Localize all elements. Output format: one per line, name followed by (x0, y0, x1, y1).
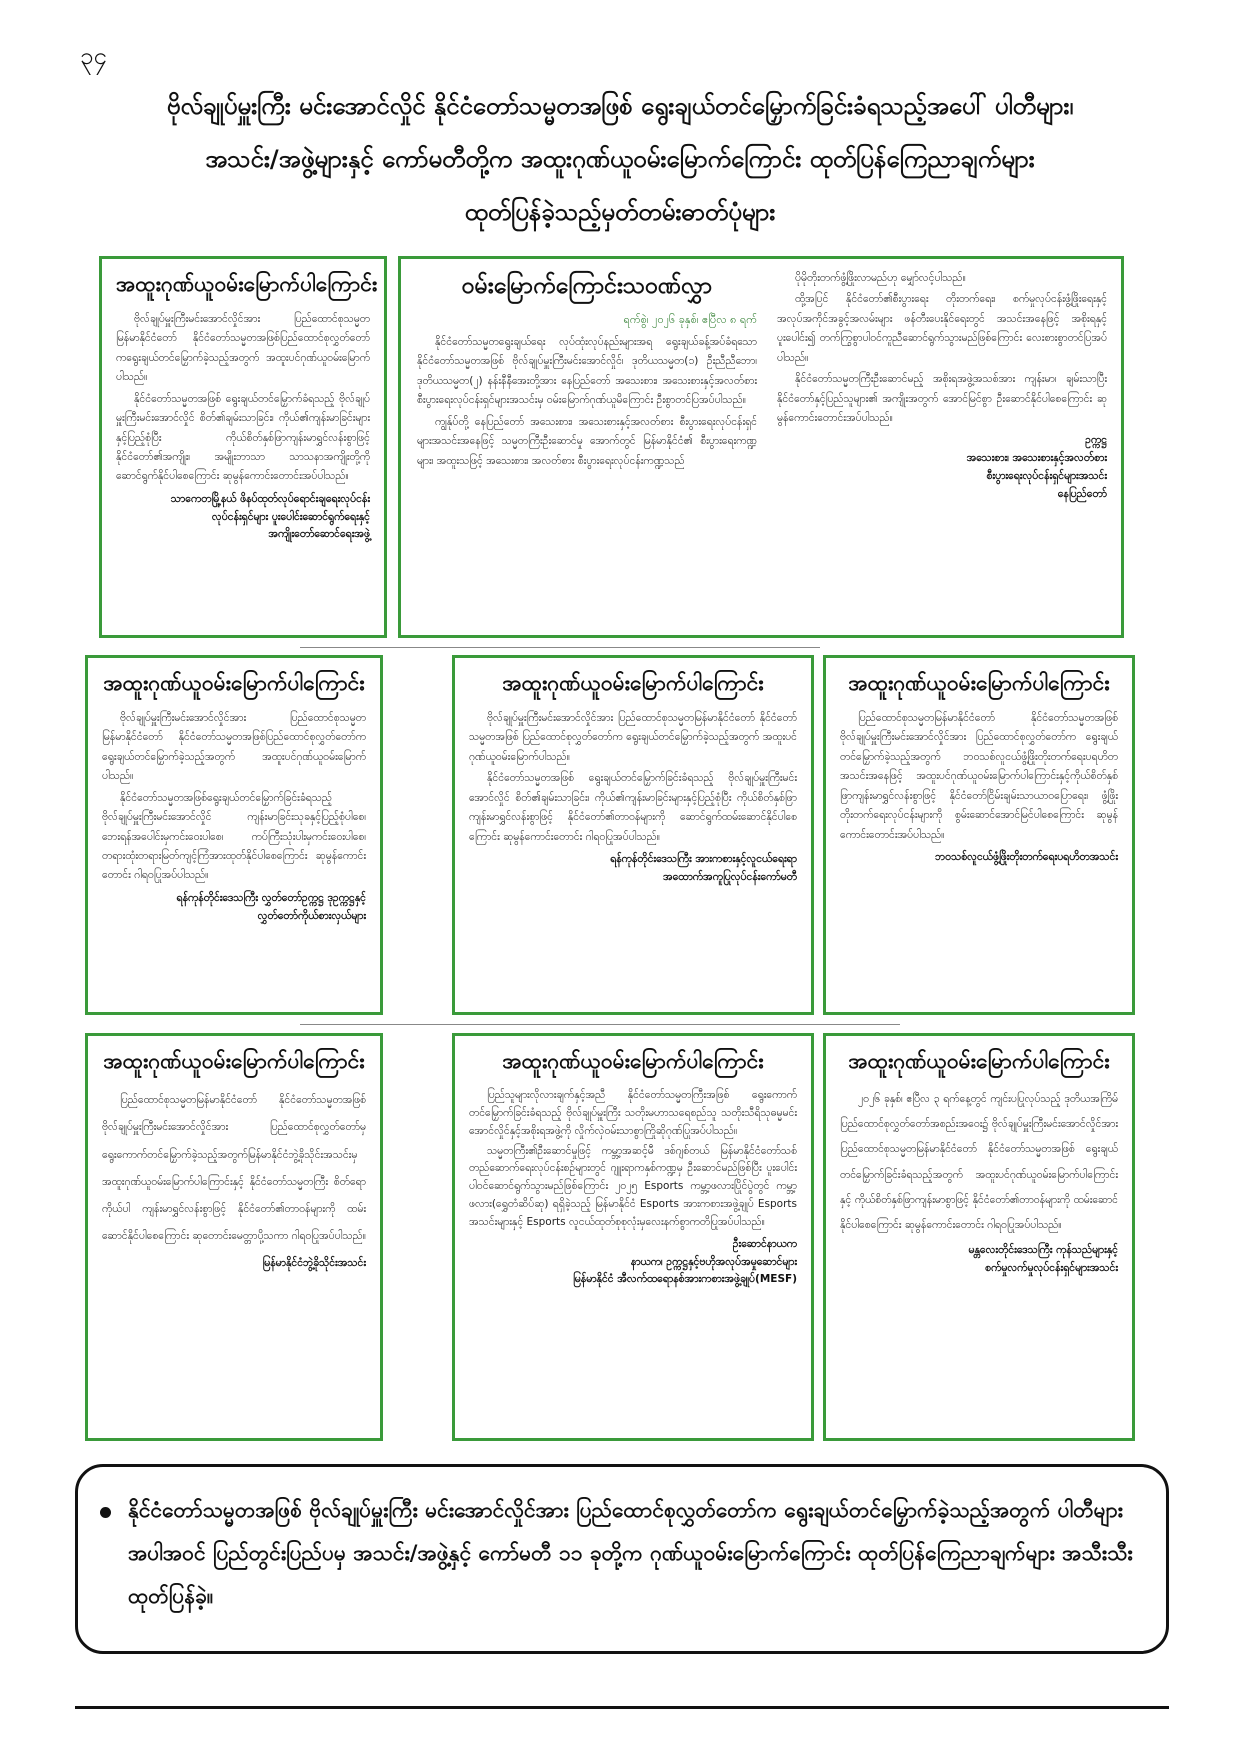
card-paragraph: ပြည်ထောင်စုသမ္မတမြန်မာနိုင်ငံတော် နိုင်ငံတော်သမ္မတအဖြစ် ဗိုလ်ချုပ်မှူးကြီးမင်းအောင်လှိုင်အား ပြည်ထောင်စုလွှတ်တော်မှ ရွေးကောက်တင်မြှောက်ခဲ့သည့်အတွက်မြန်မာနိုင်ငံဘွဲ့ခိုသိုင်းအသင်းမှ အထူးဂုဏ်ယူဝမ်းမြောက်ပါကြောင်းနှင့် နိုင်ငံတော်သမ္မတကြီး စိတ်ရောကိုယ်ပါ ကျန်းမာရွှင်လန်းစွာဖြင့် နိုင်ငံတော်၏တာဝန်များကို ထမ်းဆောင်နိုင်ပါစေကြောင်း ဆုတောင်းမေတ္တာပို့သကာ ဂါရဝပြုအပ်ပါသည်။ (102, 1094, 366, 1243)
announcement-card-1 (99, 256, 387, 638)
card-body (840, 1087, 1118, 1238)
card-paragraph: ထို့အပြင် နိုင်ငံတော်၏စီးပွားရေး တိုးတက်ရေး၊ စက်မှုလုပ်ငန်းဖွံ့ဖြိုးရေးနှင့် အလုပ်အကိုင်အခွင့်အလမ်းများ ဖန်တီးပေးနိုင်ရေးတွင် အသင်းအနေဖြင့် အစိုးရနှင့်ပူးပေါင်း၍ တက်ကြွစွာပါဝင်ကူညီဆောင်ရွက်သွားမည်ဖြစ်ကြောင်း လေးစားစွာတင်ပြအပ်ပါသည်။ (777, 293, 1107, 364)
summary-box (75, 1464, 1169, 1654)
card-paragraph: ဗိုလ်ချုပ်မှူးကြီးမင်းအောင်လှိုင်အား ပြည်ထောင်စုသမ္မတမြန်မာနိုင်ငံတော် နိုင်ငံတော်သမ္မတအဖြစ်ပြည်ထောင်စုလွှတ်တော်ကရွေးချယ်တင်မြှောက်ခဲ့သည့်အတွက် အထူးပင်ဂုဏ်ယူဝမ်းမြောက်ပါသည်။ (116, 313, 370, 384)
announcement-card-7 (452, 1033, 814, 1441)
card-paragraph: ပိုမိုတိုးတက်ဖွံ့ဖြိုးလာမည်ဟု မျှော်လင့်ပါသည်။ (795, 272, 966, 284)
card-heading: အထူးဂုဏ်ယူဝမ်းမြောက်ပါကြောင်း (502, 1049, 764, 1073)
signature-line: နေပြည်တော် (1057, 487, 1107, 500)
card-right-column (777, 269, 1107, 504)
announcement-card-8 (823, 1033, 1135, 1441)
card-body (417, 333, 757, 471)
card-paragraph: သမ္မတကြီး၏ဦးဆောင်မှုဖြင့် ကမ္ဘာ့အဆင့်မီ ဒစ်ဂျစ်တယ် မြန်မာနိုင်ငံတော်သစ် တည်ဆောက်ရေးလုပ်ငန်းစဉ်များတွင် ဂျူးရာကနှစ်ကဏ္ဍမှ ဦးဆောင်မည်ဖြစ်ပြီး ပူးပေါင်းပါဝင်ဆောင်ရွက်သွားမည်ဖြစ်ကြောင်း ၂၀၂၅ Esports ကမ္ဘာ့ဖလားပြိုင်ပွဲတွင် ကမ္ဘာ့ဖလား(ရွှေတံဆိပ်ဆု) ရရှိခဲ့သည့် မြန်မာနိုင်ငံ Esports အားကစားအဖွဲ့ချုပ် Esports အသင်းများနှင့် Esports လူငယ်ထုတ်စုစုလုံးမှလေးနက်စွာကတိပြုအပ်ပါသည်။ (469, 1144, 797, 1228)
announcement-card-2 (398, 256, 1124, 638)
card-paragraph: ဗိုလ်ချုပ်မှူးကြီးမင်းအောင်လှိုင်အား ပြည်ထောင်စုသမ္မတမြန်မာနိုင်ငံတော် နိုင်ငံတော်သမ္မတအဖြစ်ပြည်ထောင်စုလွှတ်တော်က ရွေးချယ်တင်မြှောက်ခဲ့သည့်အတွက် အထူးပင်ဂုဏ်ယူဝမ်းမြောက်ပါသည်။ (102, 712, 366, 783)
signature-line: လုပ်ငန်းရှင်များ ပူးပေါင်းဆောင်ရွက်ရေးနှင့် (211, 510, 370, 523)
card-paragraph: ပြည်သူများလိုလားချက်နှင့်အညီ နိုင်ငံတော်သမ္မတကြီးအဖြစ် ရွေးကောက်တင်မြှောက်ခြင်းခံရသည့် ဗိုလ်ချုပ်မှူးကြီး သတိုးမဟာသရေစည်သူ သတိုးသီရိသုဓမ္မမင်းအောင်လှိုင်နှင့်အစိုးရအဖွဲ့ကို လှိုက်လှဲဝမ်းသာစွာကြိုဆိုဂုဏ်ပြုအပ်ပါသည်။ (469, 1089, 797, 1137)
bullet-icon (100, 1507, 111, 1518)
card-heading: အထူးဂုဏ်ယူဝမ်းမြောက်ပါကြောင်း (103, 671, 365, 695)
card-signature (777, 432, 1107, 503)
announcement-card-6 (85, 1033, 383, 1441)
card-body (102, 1087, 366, 1251)
signature-line: စက်မှုလက်မှုလုပ်ငန်းရှင်များအသင်း (985, 1261, 1118, 1274)
signature-line: ရန်ကုန်တိုင်းဒေသကြီး အားကစားနှင့်လူငယ်ရေးရာ (610, 852, 797, 865)
card-body (777, 269, 1107, 428)
card-body (102, 709, 366, 886)
card-paragraph: ပြည်ထောင်စုသမ္မတမြန်မာနိုင်ငံတော် နိုင်ငံတော်သမ္မတအဖြစ် ဗိုလ်ချုပ်မှူးကြီးမင်းအောင်လှိုင်အား ပြည်ထောင်စုလွှတ်တော်က ရွေးချယ်တင်မြှောက်ခဲ့သည့်အတွက် ဘဝသစ်လူငယ်ဖွံ့ဖြိုးတိုးတက်ရေးပရဟိတအသင်းအနေဖြင့် အထူးပင်ဂုဏ်ယူဝမ်းမြောက်ပါကြောင်းနှင့်ကိုယ်စိတ်နှစ်ဖြာကျန်းမာရွှင်လန်းစွာဖြင့် နိုင်ငံတော်ငြိမ်းချမ်းသာယာဝပြောရေး၊ ဖွံ့ဖြိုးတိုးတက်ရေးလုပ်ငန်းများကို စွမ်းဆောင်အောင်မြင်ပါစေကြောင်း ဆုမွန်ကောင်းတောင်းအပ်ပါသည်။ (840, 712, 1118, 841)
signature-line: စီးပွားရေးလုပ်ငန်းရှင်များအသင်း (986, 470, 1107, 483)
page-title-line-3: ထုတ်ပြန်ခဲ့သည့်မှတ်တမ်းဓာတ်ပုံများ (464, 198, 776, 226)
signature-line: ဦးဆောင်နာယက (732, 1237, 797, 1250)
summary-text: နိုင်ငံတော်သမ္မတအဖြစ် ဗိုလ်ချုပ်မှူးကြီး မင်းအောင်လှိုင်အား ပြည်ထောင်စုလွှတ်တော်က ရွေးချယ်တင်မြှောက်ခဲ့သည့်အတွက် ပါတီများအပါအဝင် ပြည်တွင်းပြည်ပမှ အသင်း/အဖွဲ့နှင့် ကော်မတီ ၁၁ ခုတို့က ဂုဏ်ယူဝမ်းမြောက်ကြောင်း ထုတ်ပြန်ကြေညာချက်များ အသီးသီးထုတ်ပြန်ခဲ့။ (128, 1498, 1133, 1609)
card-signature (840, 1242, 1118, 1278)
card-paragraph: နိုင်ငံတော်သမ္မတအဖြစ်ရွေးချယ်တင်မြှောက်ခြင်းခံရသည့် ဗိုလ်ချုပ်မှူးကြီးမင်းအောင်လှိုင် ကျန်းမာခြင်းသုခနှင့်ပြည့်စုံပါစေ၊ ဘေးရန်အပေါင်းမှကင်းဝေးပါစေ၊ ကပ်ကြီးသုံးပါးမှကင်းဝေးပါစေ၊ တရားထုံးတရားမြတ်ကျင့်ကြံအားထုတ်နိုင်ပါစေကြောင်း ဆုမွန်ကောင်းတောင်း ဂါရဝပြုအပ်ပါသည်။ (102, 791, 366, 882)
signature-line: ရန်ကုန်တိုင်းဒေသကြီး လွှတ်တော်ဥက္ကဋ္ဌ ဒုဥက္ကဋ္ဌနှင့် (176, 891, 366, 904)
card-signature (469, 1236, 797, 1290)
card-heading: အထူးဂုဏ်ယူဝမ်းမြောက်ပါကြောင်း (502, 671, 764, 695)
card-signature (840, 849, 1118, 867)
signature-line: ဘဝသစ်လူငယ်ဖွံ့ဖြိုးတိုးတက်ရေးပရဟိတအသင်း (935, 850, 1118, 863)
card-body (116, 310, 370, 487)
card-paragraph: နိုင်ငံတော်သမ္မတကြီးဦးဆောင်မည့် အစိုးရအဖွဲ့အသစ်အား ကျန်းမာ၊ ချမ်းသာပြီး နိုင်ငံတော်နှင့်ပြည်သူများ၏ အကျိုးအတွက် အောင်မြင်စွာ ဦးဆောင်နိုင်ပါစေကြောင်း ဆုမွန်ကောင်းတောင်းအပ်ပါသည်။ (777, 373, 1107, 424)
divider-line (300, 1024, 900, 1025)
card-signature (116, 491, 370, 545)
card-signature (102, 1255, 366, 1273)
divider-line (300, 647, 820, 648)
card-heading: အထူးဂုဏ်ယူဝမ်းမြောက်ပါကြောင်း (103, 1049, 365, 1073)
card-heading: အထူးဂုဏ်ယူဝမ်းမြောက်ပါကြောင်း (116, 272, 378, 296)
card-paragraph: ဗိုလ်ချုပ်မှူးကြီးမင်းအောင်လှိုင်အား ပြည်ထောင်စုသမ္မတမြန်မာနိုင်ငံတော် နိုင်ငံတော်သမ္မတအဖြစ် ပြည်ထောင်စုလွှတ်တော်က ရွေးချယ်တင်မြှောက်ခဲ့သည့်အတွက် အထူးပင်ဂုဏ်ယူဝမ်းမြောက်ပါသည်။ (469, 712, 797, 763)
signature-line: အကျိုးတော်ဆောင်ရေးအဖွဲ့ (268, 528, 370, 541)
signature-line: အသေးစား၊ အသေးစားနှင့်အလတ်စား (966, 452, 1107, 465)
announcement-card-4 (452, 655, 814, 1015)
card-body (840, 709, 1118, 845)
signature-line: မြန်မာနိုင်ငံဘွဲ့ခိုသိုင်းအသင်း (262, 1256, 366, 1269)
card-left-column (417, 269, 757, 473)
page-title-line-1: ဗိုလ်ချုပ်မှူးကြီး မင်းအောင်လှိုင် နိုင်ငံတော်သမ္မတအဖြစ် ရွေးချယ်တင်မြှောက်ခြင်းခံရသည့်အပေါ် ပါတီများ၊ (166, 92, 1074, 120)
signature-line: နာယက၊ ဥက္ကဋ္ဌနှင့်ဗဟိုအလုပ်အမှုဆောင်များ (630, 1255, 797, 1268)
announcement-card-3 (85, 655, 383, 1015)
card-signature (469, 851, 797, 887)
page-title-line-2: အသင်း/အဖွဲ့များနှင့် ကော်မတီတို့က အထူးဂုဏ်ယူဝမ်းမြောက်ကြောင်း ထုတ်ပြန်ကြေညာချက်များ (205, 145, 1035, 173)
signature-line: သာကေတမြို့နယ် ဖိနပ်ထုတ်လုပ်ရောင်းချရေးလုပ်ငန်း (170, 492, 370, 505)
card-paragraph: ကျွန်ုပ်တို့ နေပြည်တော် အသေးစား၊ အသေးစားနှင့်အလတ်စား စီးပွားရေးလုပ်ငန်းရှင်များအသင်းအနေဖြင့် သမ္မတကြီးဦးဆောင်မှု အောက်တွင် မြန်မာနိုင်ငံ၏ စီးပွားရေးကဏ္ဍများ၊ အထူးသဖြင့် အသေးစား၊ အလတ်စား စီးပွားရေးလုပ်ငန်းကဏ္ဍသည် (417, 415, 757, 467)
card-body (469, 709, 797, 847)
card-heading: ဝမ်းမြောက်ကြောင်းသဝဏ်လွှာ (461, 273, 713, 299)
signature-line: မြန်မာနိုင်ငံ အီလက်ထရောနစ်အားကစားအဖွဲ့ချုပ်(MESF) (573, 1273, 797, 1286)
card-heading: အထူးဂုဏ်ယူဝမ်းမြောက်ပါကြောင်း (848, 671, 1110, 695)
signature-line: ဥက္ကဋ္ဌ (1085, 434, 1107, 447)
card-signature (102, 890, 366, 926)
bottom-rule (75, 1706, 1169, 1709)
card-paragraph: နိုင်ငံတော်သမ္မတအဖြစ် ရွေးချယ်တင်မြှောက်ခံရသည့် ဗိုလ်ချုပ်မှူးကြီးမင်းအောင်လှိုင် စိတ်၏ချမ်းသာခြင်း၊ ကိုယ်၏ကျန်းမာခြင်းများနှင့်ပြည့်စုံပြီး ကိုယ်စိတ်နှစ်ဖြာကျန်းမာရွှင်လန်းစွာဖြင့် နိုင်ငံတော်၏အကျိုး၊ အမျိုးဘာသာ သာသနာအကျိုးတို့ကို ဆောင်ရွက်နိုင်ပါစေကြောင်း ဆုမွန်ကောင်းတောင်းအပ်ပါသည်။ (116, 392, 370, 483)
announcement-card-5 (823, 655, 1135, 1015)
card-date: ရက်စွဲ၊ ၂၀၂၆ ခုနှစ်၊ ဧပြီလ ၈ ရက် (623, 313, 757, 326)
card-paragraph: နိုင်ငံတော်သမ္မတရွေးချယ်ရေး လုပ်ထုံးလုပ်နည်းများအရ ရွေးချယ်ခန့်အပ်ခံရသော နိုင်ငံတော်သမ္မတအဖြစ် ဗိုလ်ချုပ်မှူးကြီးမင်းအောင်လှိုင်၊ ဒုတိယသမ္မတ(၁) ဦးညီညီဘော၊ ဒုတိယသမ္မတ(၂) နန်းနီနီအေးတို့အား နေပြည်တော် အသေးစား၊ အသေးစားနှင့်အလတ်စားစီးပွားရေးလုပ်ငန်းရှင်များအသင်းမှ ဝမ်းမြောက်ဂုဏ်ယူမိကြောင်း ဦးစွာတင်ပြအပ်ပါသည်။ (417, 336, 757, 407)
signature-line: လွှတ်တော်ကိုယ်စားလှယ်များ (257, 909, 366, 922)
card-paragraph: ၂၀၂၆ ခုနှစ်၊ ဧပြီလ ၃ ရက်နေ့တွင် ကျင်းပပြုလုပ်သည့် ဒုတိယအကြိမ် ပြည်ထောင်စုလွှတ်တော်အစည်းအဝေး၌ ဗိုလ်ချုပ်မှူးကြီးမင်းအောင်လှိုင်အား ပြည်ထောင်စုသမ္မတမြန်မာနိုင်ငံတော် နိုင်ငံတော်သမ္မတအဖြစ် ရွေးချယ်တင်မြှောက်ခြင်းခံရသည့်အတွက် အထူးပင်ဂုဏ်ယူဝမ်းမြောက်ပါကြောင်းနှင့် ကိုယ်စိတ်နှစ်ဖြာကျန်းမာစွာဖြင့် နိုင်ငံတော်၏တာဝန်များကို ထမ်းဆောင်နိုင်ပါစေကြောင်း ဆုမွန်ကောင်းတောင်း ဂါရဝပြုအပ်ပါသည်။ (840, 1093, 1118, 1231)
card-paragraph: နိုင်ငံတော်သမ္မတအဖြစ် ရွေးချယ်တင်မြှောက်ခြင်းခံရသည့် ဗိုလ်ချုပ်မှူးကြီးမင်းအောင်လှိုင် စိတ်၏ချမ်းသာခြင်း၊ ကိုယ်၏ကျန်းမာခြင်းများနှင့်ပြည့်စုံပြီး ကိုယ်စိတ်နှစ်ဖြာကျန်းမာရွှင်လန်းစွာဖြင့် နိုင်ငံတော်၏တာဝန်များကို ဆောင်ရွက်ထမ်းဆောင်နိုင်ပါစေကြောင်း ဆုမွန်ကောင်းတောင်း ဂါရဝပြုအပ်ပါသည်။ (469, 772, 797, 843)
card-body (469, 1087, 797, 1232)
card-heading: အထူးဂုဏ်ယူဝမ်းမြောက်ပါကြောင်း (848, 1049, 1110, 1073)
signature-line: မန္တလေးတိုင်းဒေသကြီး ကုန်သည်များနှင့် (968, 1244, 1118, 1257)
page-number: ၃၄ (80, 42, 107, 70)
signature-line: အထောက်အကူပြုလုပ်ငန်းကော်မတီ (662, 870, 797, 883)
